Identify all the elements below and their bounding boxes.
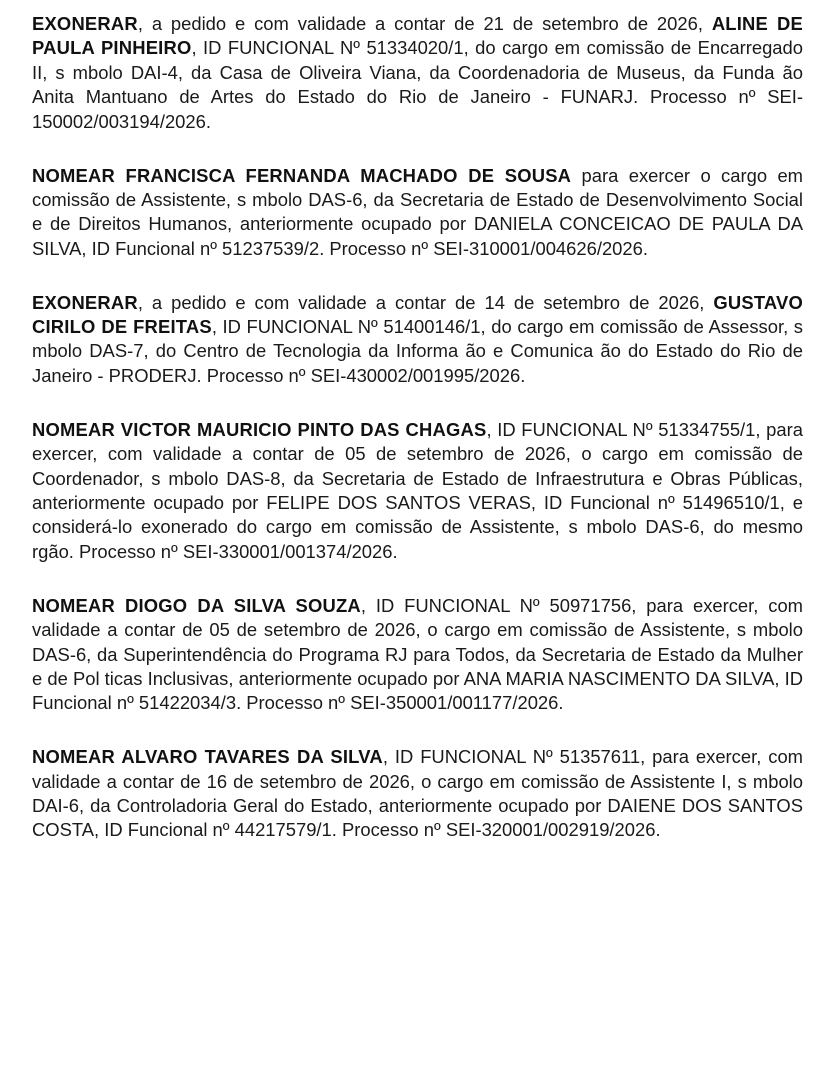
act-verb: EXONERAR	[32, 291, 138, 313]
act-text: , a pedido e com validade a contar de 21 de setembro de 2026,	[137, 13, 712, 34]
act-verb: EXONERAR	[32, 13, 138, 34]
act-verb-and-name: NOMEAR DIOGO DA SILVA SOUZA	[32, 594, 361, 616]
act-text: , a pedido e com validade a contar de 14 de setembro de 2026,	[137, 291, 714, 313]
act-person-name: ALINE DE PAULA PINHEIRO	[32, 13, 803, 59]
act-paragraph-appointment-alvaro	[32, 745, 803, 843]
act-text: , ID FUNCIONAL Nº 51334755/1, para exercer, com validade a contar de 05 de setembro de 2026, o cargo em comissão de Coordenador, s mbolo DAS-8, da Secretaria de Estado de Infraestrutura e Obras Públicas, anteriormente ocupado por FELIPE DOS SANTOS VERAS, ID Funcional nº 51496510/1, e considerá-lo exonerado do cargo em comissão de Assistente, s mbolo DAS-6, do mesmo rgão. Processo nº SEI-330001/001374/2026.	[32, 418, 803, 562]
act-text: , ID FUNCIONAL Nº 51357611, para exercer, com validade a contar de 16 de setembro de 2026, o cargo em comissão de Assistente I, s mbolo DAI-6, da Controladoria Geral do Estado, anteriormente ocupado por DAIENE DOS SANTOS COSTA, ID Funcional nº 44217579/1. Processo nº SEI-320001/002919/2026.	[32, 746, 803, 841]
act-verb-and-name: NOMEAR ALVARO TAVARES DA SILVA	[32, 746, 383, 768]
act-paragraph-exoneration-gustavo	[32, 291, 803, 389]
act-text: , ID FUNCIONAL Nº 51400146/1, do cargo em comissão de Assessor, s mbolo DAS-7, do Centro de Tecnologia da Informa ão e Comunica ão do Estado do Rio de Janeiro - PRODERJ. Processo nº SEI-430002/001995/2026.	[32, 316, 803, 386]
act-text: , ID FUNCIONAL Nº 50971756, para exercer, com validade a contar de 05 de setembro de 2026, o cargo em comissão de Assistente, s mbolo DAS-6, da Superintendência do Programa RJ para Todos, da Secretaria de Estado da Mulher e de Pol ticas Inclusivas, anteriormente ocupado por ANA MARIA NASCIMENTO DA SILVA, ID Funcional nº 51422034/3. Processo nº SEI-350001/001177/2026.	[32, 594, 803, 714]
act-person-name: GUSTAVO CIRILO DE FREITAS	[32, 291, 803, 338]
act-paragraph-appointment-diogo	[32, 594, 803, 716]
act-verb-and-name: NOMEAR FRANCISCA FERNANDA MACHADO DE SOUSA	[32, 164, 572, 186]
act-verb-and-name: NOMEAR VICTOR MAURICIO PINTO DAS CHAGAS	[32, 418, 487, 440]
act-paragraph-appointment-victor	[32, 418, 803, 564]
act-paragraph-appointment-francisca	[32, 164, 803, 262]
act-text: para exercer o cargo em comissão de Assistente, s mbolo DAS-6, da Secretaria de Estado de Desenvolvimento Social e de Direitos Humanos, anteriormente ocupado por DANIELA CONCEICAO DE PAULA DA SILVA, ID Funcional nº 51237539/2. Processo nº SEI-310001/004626/2026.	[32, 164, 803, 259]
act-text: , ID FUNCIONAL Nº 51334020/1, do cargo em comissão de Encarregado II, s mbolo DAI-4, da Casa de Oliveira Viana, da Coordenadoria de Museus, da Funda ão Anita Mantuano de Artes do Estado do Rio de Janeiro - FUNARJ. Processo nº SEI-150002/003194/2026.	[32, 37, 803, 132]
act-paragraph-exoneration-aline	[32, 12, 803, 134]
